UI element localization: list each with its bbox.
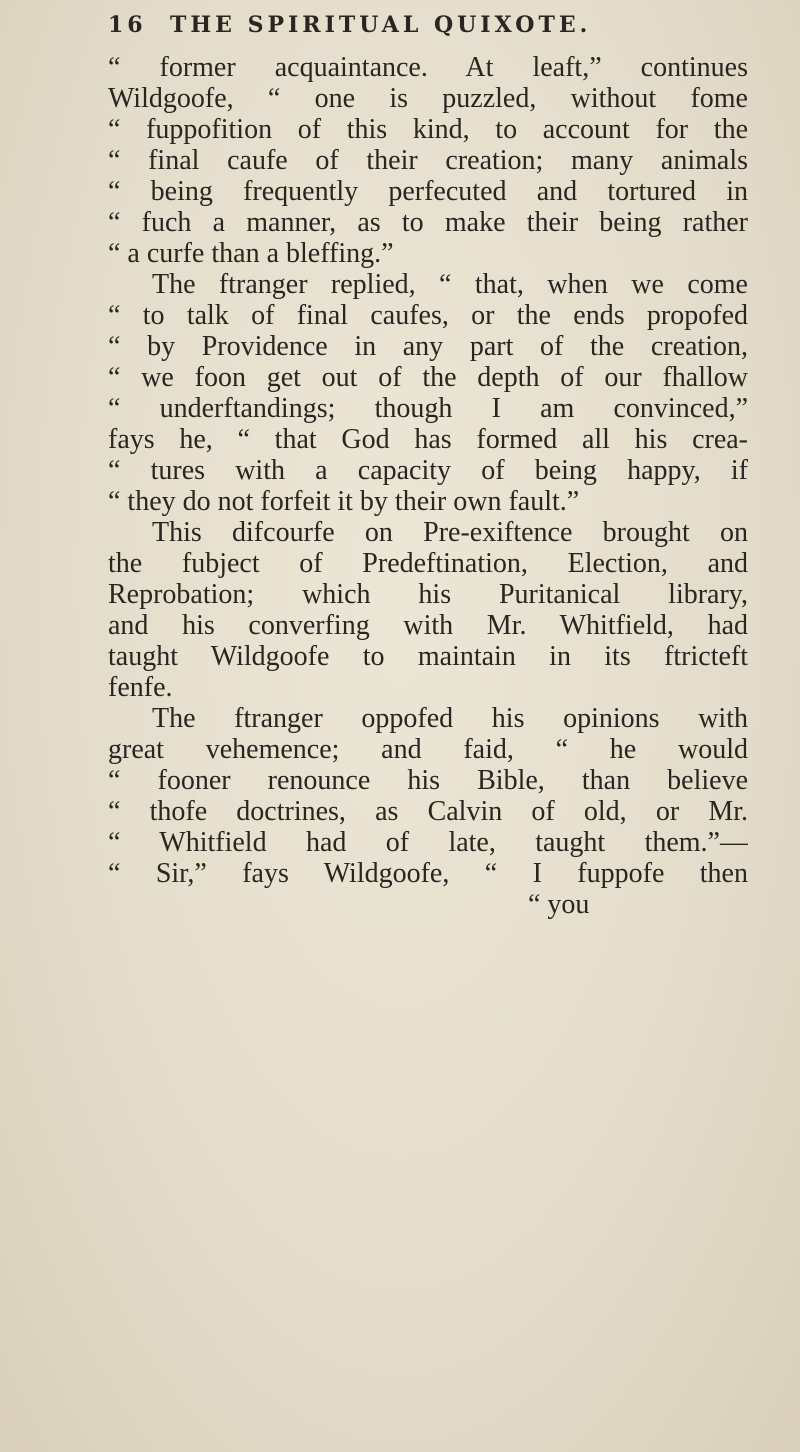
text-line: “ they do not forfeit it by their own fault.” [108, 486, 580, 517]
text-line: Reprobation; which his Puritanical library, [108, 579, 748, 610]
text-line: “ tures with a capacity of being happy, if [108, 455, 748, 486]
running-head [108, 12, 748, 48]
text-line: Wildgoofe, “ one is puzzled, without fome [108, 83, 748, 114]
body-text [108, 52, 748, 920]
text-line: and his converfing with Mr. Whitfield, had [108, 610, 748, 641]
text-line: “ final caufe of their creation; many animals [108, 145, 748, 176]
text-line: This difcourfe on Pre-exiftence brought on [152, 517, 748, 548]
text-line: “ Whitfield had of late, taught them.”— [108, 827, 748, 858]
text-line: “ Sir,” fays Wildgoofe, “ I fuppofe then [108, 858, 748, 889]
page-number: 16 [108, 12, 147, 38]
text-line: “ to talk of final caufes, or the ends propofed [108, 300, 748, 331]
text-line: “ fooner renounce his Bible, than believe [108, 765, 748, 796]
text-line: “ fuppofition of this kind, to account for the [108, 114, 748, 145]
text-line: “ being frequently perfecuted and tortured in [108, 176, 748, 207]
text-line: fays he, “ that God has formed all his crea- [108, 424, 748, 455]
text-line: the fubject of Predeftination, Election, and [108, 548, 748, 579]
text-line: “ underftandings; though I am convinced,” [108, 393, 748, 424]
text-line: The ftranger oppofed his opinions with [152, 703, 748, 734]
catchword: “ you [528, 889, 590, 920]
text-line: “ former acquaintance. At leaft,” continues [108, 52, 748, 83]
text-line: “ we foon get out of the depth of our fhallow [108, 362, 748, 393]
text-line: great vehemence; and faid, “ he would [108, 734, 748, 765]
text-line: taught Wildgoofe to maintain in its ftricteft [108, 641, 748, 672]
text-line: “ by Providence in any part of the creation, [108, 331, 748, 362]
text-line: The ftranger replied, “ that, when we come [152, 269, 748, 300]
text-line: fenfe. [108, 672, 173, 703]
text-line: “ a curfe than a bleffing.” [108, 238, 394, 269]
running-title: THE SPIRITUAL QUIXOTE. [170, 12, 592, 38]
text-line: “ thofe doctrines, as Calvin of old, or Mr. [108, 796, 748, 827]
text-line: “ fuch a manner, as to make their being rather [108, 207, 748, 238]
